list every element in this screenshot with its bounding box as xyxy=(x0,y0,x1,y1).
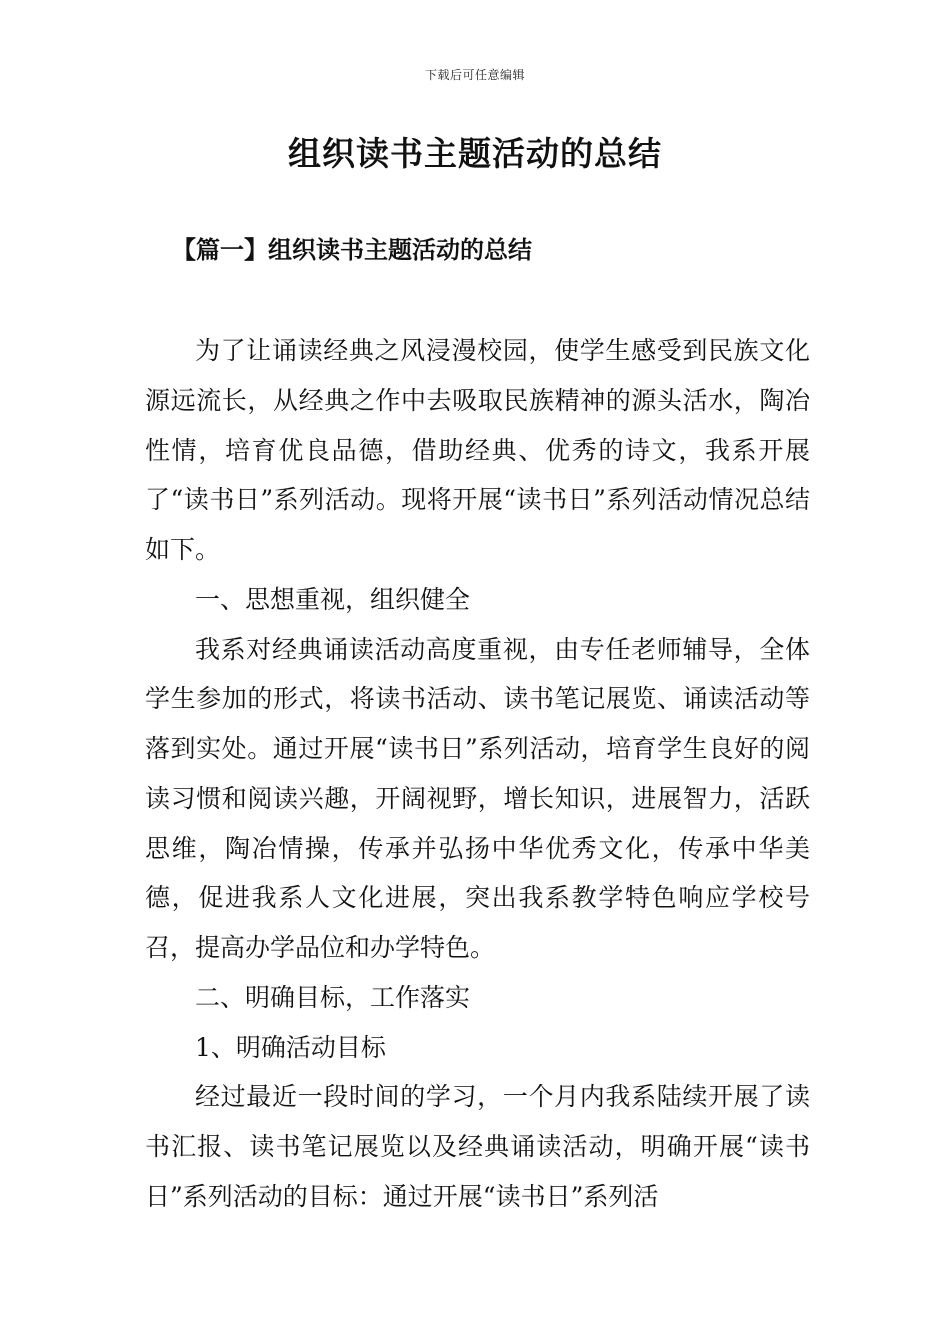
subheading-2: 二、明确目标，工作落实 xyxy=(195,982,471,1012)
body-paragraph: 为了让诵读经典之风浸漫校园，使学生感受到民族文化源远流长，从经典之作中去吸取民族精神的源头活水，陶冶性情，培育优良品德，借助经典、优秀的诗文，我系开展了“读书日”系列活动。现将开展“读书日”系列活动情况总结如下。 xyxy=(145,336,810,564)
document-title: 组织读书主题活动的总结 xyxy=(288,134,662,173)
section-heading: 【篇一】组织读书主题活动的总结 xyxy=(172,235,532,264)
document-body xyxy=(145,326,810,1222)
body-paragraph: 我系对经典诵读活动高度重视，由专任老师辅导，全体学生参加的形式，将读书活动、读书笔记展览、诵读活动等落到实处。通过开展“读书日”系列活动，培育学生良好的阅读习惯和阅读兴趣，开阔视野，增长知识，进展智力，活跃思维，陶冶情操，传承并弘扬中华优秀文化，传承中华美德，促进我系人文化进展，突出我系教学特色响应学校号召，提高办学品位和办学特色。 xyxy=(145,634,810,962)
body-paragraph: 经过最近一段时间的学习，一个月内我系陆续开展了读书汇报、读书笔记展览以及经典诵读活动，明确开展“读书日”系列活动的目标：通过开展“读书日”系列活 xyxy=(145,1082,810,1211)
header-note: 下载后可任意编辑 xyxy=(424,68,525,82)
subheading-2-1: 1、明确活动目标 xyxy=(195,1032,386,1062)
subheading-1: 一、思想重视，组织健全 xyxy=(195,584,471,614)
